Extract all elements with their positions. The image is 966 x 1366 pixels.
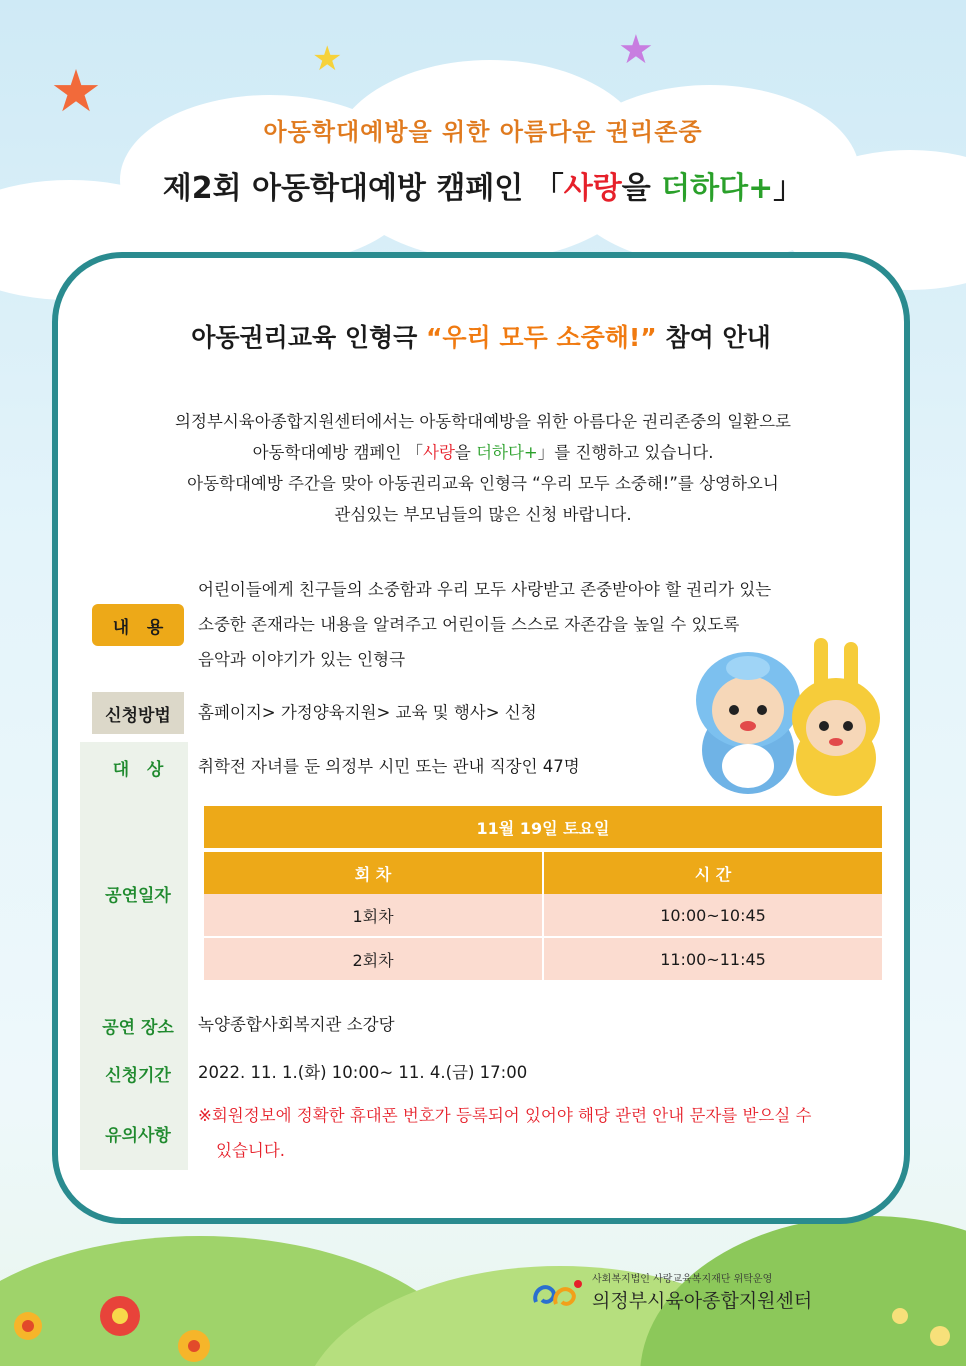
swirl-logo-icon xyxy=(530,1276,586,1312)
blue-pig-mascot xyxy=(696,652,800,794)
yellow-rabbit-mascot xyxy=(792,638,880,796)
venue-label: 공연 장소 xyxy=(102,1017,174,1038)
intro-paragraph: 의정부시육아종합지원센터에서는 아동학대예방을 위한 아름다운 권리존중의 일환으로 아동학대예방 캠페인 「사랑을 더하다+」를 진행하고 있습니다. 아동학대예방 주간을 맞아 아동권리교육 인형극 “우리 모두 소중해!”를 상영하오니 관심있는 부모님들의 많은 신청 바랍니다. xyxy=(175,412,791,524)
column-header: 회 차 xyxy=(204,850,543,894)
operator-text: 사회복지법인 사랑교육복지재단 위탁운영 xyxy=(592,1274,773,1285)
label-column xyxy=(80,742,188,1170)
session-cell: 1회차 xyxy=(204,894,543,937)
apply-method-value: 홈페이지> 가정양육지원> 교육 및 행사> 신청 xyxy=(198,703,537,722)
session-cell: 2회차 xyxy=(204,937,543,980)
time-cell: 10:00~10:45 xyxy=(543,894,882,937)
notice-label: 유의사항 xyxy=(105,1125,171,1146)
card-title: 아동권리교육 인형극 “우리 모두 소중해!” 참여 안내 xyxy=(191,323,771,352)
schedule-table xyxy=(204,806,882,980)
header-subtitle: 아동학대예방을 위한 아름다운 권리존중 xyxy=(263,118,703,146)
time-cell: 11:00~11:45 xyxy=(543,937,882,980)
info-card xyxy=(52,252,910,1224)
content-label: 내 용 xyxy=(92,604,184,646)
schedule-date: 11월 19일 토요일 xyxy=(204,806,882,850)
table-row xyxy=(204,894,882,937)
column-header: 시 간 xyxy=(543,850,882,894)
content-text: 어린이들에게 친구들의 소중함과 우리 모두 사랑받고 존중받아야 할 권리가 있는 소중한 존재라는 내용을 알려주고 어린이들 스스로 자존감을 높일 수 있도록 음악과 이야기가 있는 인형극 xyxy=(198,580,772,669)
star-icon: ★ xyxy=(618,27,654,73)
notice-text: ※회원정보에 정확한 휴대폰 번호가 등록되어 있어야 해당 관련 안내 문자를 받으실 수 있습니다. xyxy=(198,1106,812,1160)
organization-logo xyxy=(530,1270,830,1316)
period-value: 2022. 11. 1.(화) 10:00~ 11. 4.(금) 17:00 xyxy=(198,1063,528,1082)
venue-value: 녹양종합사회복지관 소강당 xyxy=(198,1015,395,1034)
star-icon: ★ xyxy=(50,57,102,125)
target-label: 대 상 xyxy=(112,759,164,780)
poster-header xyxy=(0,112,966,207)
target-value: 취학전 자녀를 둔 의정부 시민 또는 관내 직장인 47명 xyxy=(198,757,580,776)
apply-method-label: 신청방법 xyxy=(92,692,184,734)
star-icon: ★ xyxy=(312,39,343,79)
schedule-label: 공연일자 xyxy=(105,885,171,906)
mascot-characters xyxy=(686,638,886,798)
period-label: 신청기간 xyxy=(105,1065,171,1086)
table-row xyxy=(204,937,882,980)
org-name: 의정부시육아종합지원센터 xyxy=(592,1290,813,1312)
header-title: 제2회 아동학대예방 캠페인 「사랑을 더하다+」 xyxy=(162,171,804,206)
